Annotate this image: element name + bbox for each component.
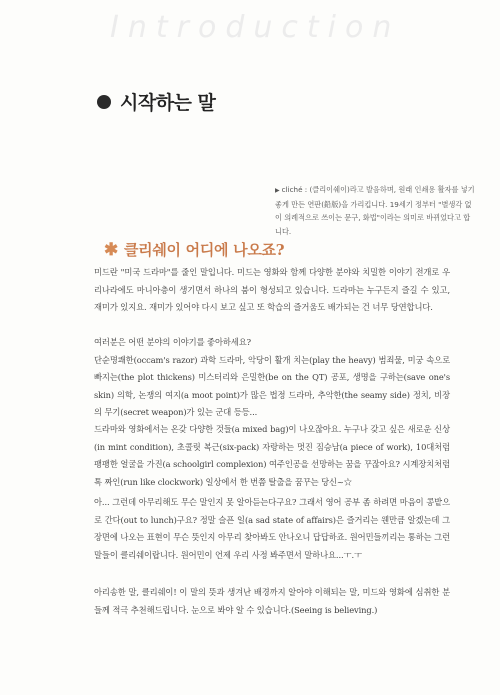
paragraph-text: 아리송한 말, 클리쉐이! 이 말의 뜻과 생겨난 배경까지 알아야 이해되는 말, 미드와 영화에 심취한 분들께 적극 추천해드립니다. 눈으로 봐야 알 수 있습니다.(Seeing is believing.)	[94, 587, 450, 615]
chapter-heading	[97, 88, 215, 115]
section-title: 클리쉐이 어디에 나오죠?	[123, 241, 285, 259]
heading-title: 시작하는 말	[120, 92, 216, 114]
bullet-icon	[97, 95, 111, 109]
paragraph-text: 아... 그런데 아무리해도 무슨 말인지 못 알아듣는다구요? 그래서 영어 공부 좀 하려면 마음이 콩밭으로 간다(out to lunch)구요? 정말 슬픈 일(a sad state of affairs)은 즐거리는 웬만큼 알겠는데 그 장면에 나오는 표현이 무슨 뜻인지 아무리 찾아봐도 안나오니 답답하죠. 원어민들끼리는 통하는 그런 말들이 클리쉐이랍니다. 원어민이 언제 우리 사정 봐주면서 말하나요...ㅜ.ㅜ	[94, 497, 450, 560]
paragraph-text: 단순명쾌한(occam's razor) 과학 드라마, 악당이 활개 치는(play the heavy) 범죄물, 미궁 속으로 빠지는(the plot thickens) 미스터리와 은밀한(be on the QT) 공포, 생명을 구하는(save one's skin) 의학, 논쟁의 여지(a moot point)가 많은 법정 드라마, 추악한(the seamy side) 정치, 비장의 무기(secret weapon)가 있는 군대 등등...	[94, 354, 450, 418]
paragraph-text: 미드란 "미국 드라마"를 줄인 말입니다. 미드는 영화와 함께 다양한 분야와 치밀한 이야기 전개로 우리나라에도 마니아층이 생기면서 하나의 붐이 형성되고 있습니다. 드라마는 누구든지 즐길 수 있고, 재미가 있지요. 재미가 있어야 다시 보고 싶고 또 학습의 즐거움도 배가되는 건 너무 당연합니다.	[94, 267, 450, 313]
header-watermark: Introduction	[110, 10, 401, 45]
paragraph-1	[94, 264, 450, 317]
paragraph-2	[94, 334, 450, 422]
section-heading	[104, 239, 284, 260]
paragraph-3	[94, 421, 450, 491]
asterisk-icon: ✱	[104, 239, 118, 260]
paragraph-question: 여러분은 어떤 분야의 이야기를 좋아하세요?	[94, 337, 251, 347]
sidenote-text: cliché : (클리이쉐이)라고 발음하며, 원래 인쇄용 활자를 넣기 좋게 만든 연판(鉛版)을 가리킵니다. 19세기 정부터 "별생각 없이 의례적으로 쓰이는 문구, 화법"이라는 의미로 바뀌었다고 합니다.	[275, 185, 475, 236]
triangle-right-icon: ▶	[275, 187, 280, 194]
sidenote	[275, 183, 475, 238]
paragraph-text: 드라마와 영화에서는 온갖 다양한 것들(a mixed bag)이 나오잖아요. 누구나 갖고 싶은 새로운 신상(in mint condition), 초콜릿 복근(six-pack) 자랑하는 멋진 짐승남(a piece of work), 10대처럼 팽팽한 얼굴을 가진(a schoolgirl complexion) 여주인공을 선망하는 꿈을 꾸잖아요? 시계장치처럼 톡 짜인(run like clockwork) 일상에서 한 번쯤 탈출을 꿈꾸는 당신~☆	[94, 424, 450, 487]
paragraph-5	[94, 584, 450, 619]
paragraph-4	[94, 494, 450, 564]
